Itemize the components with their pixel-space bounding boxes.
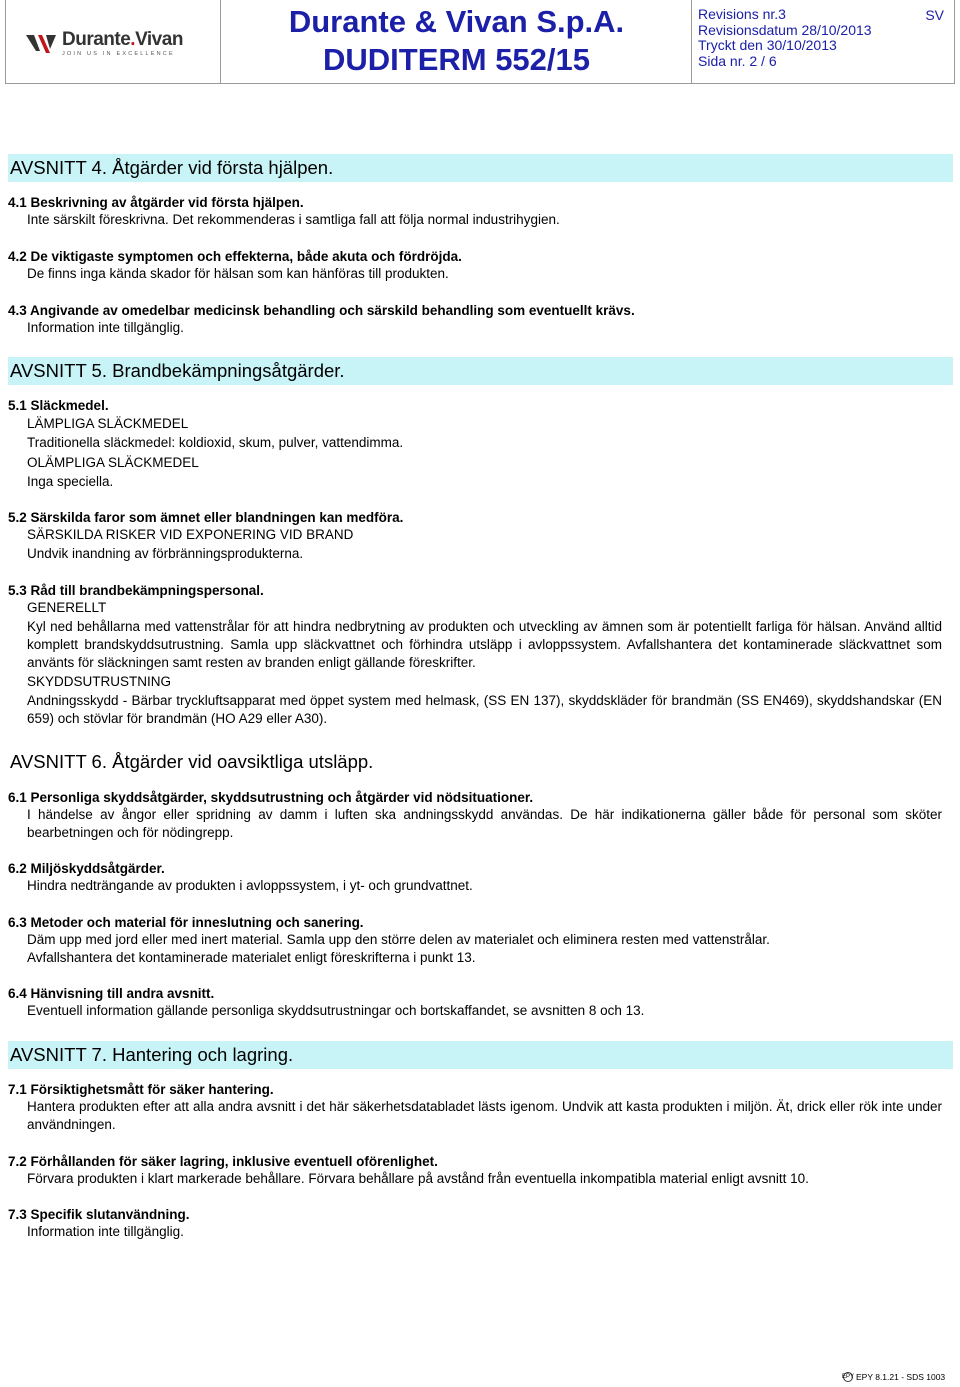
section-6-2-title: 6.2 Miljöskyddsåtgärder. [8,861,165,876]
page-number: Sida nr. 2 / 6 [698,52,777,69]
section-4-1-title: 4.1 Beskrivning av åtgärder vid första hjälpen. [8,195,304,210]
section-7-2-title: 7.2 Förhållanden för säker lagring, inklusive eventuell oförenlighet. [8,1154,438,1169]
section-5-1-title: 5.1 Släckmedel. [8,398,109,413]
epy-logo-icon: EPY [842,1374,855,1380]
section-5-3-line-1: GENERELLT [27,600,107,615]
company-logo [24,30,183,58]
product-name: DUDITERM 552/15 [322,42,591,77]
section-5-2-line-2: Undvik inandning av förbränningsprodukterna. [27,546,304,561]
section-7-3-text: Information inte tillgänglig. [27,1224,184,1239]
logo-name: Durante.Vivan [62,29,183,50]
section-6-2-text: Hindra nedträngande av produkten i avloppssystem, i yt- och grundvattnet. [27,878,473,893]
logo-tagline: JOIN US IN EXCELLENCE [62,51,175,57]
section-7-2-text: Förvara produkten i klart markerade behållare. Förvara behållare på avstånd från eventuella inkompatibla material enligt avsnitt 10. [27,1171,809,1186]
section-5-2-line-1: SÄRSKILDA RISKER VID EXPONERING VID BRAND [27,527,354,542]
section-4-2-text: De finns inga kända skador för hälsan som kan hänföras till produkten. [27,266,449,281]
document-footer [843,1372,945,1382]
print-date: Tryckt den 30/10/2013 [698,37,837,53]
section-7-title: AVSNITT 7. Hantering och lagring. [8,1041,953,1069]
section-6-3-line-2: Avfallshantera det kontaminerade materialet enligt föreskrifterna i punkt 13. [27,950,476,965]
section-4-title: AVSNITT 4. Åtgärder vid första hjälpen. [8,154,953,182]
section-5-1-line-4: Inga speciella. [27,474,114,489]
section-4-3-text: Information inte tillgänglig. [27,320,184,335]
section-7-1-title: 7.1 Försiktighetsmått för säker hantering. [8,1082,274,1097]
section-4-3-title: 4.3 Angivande av omedelbar medicinsk behandling och särskild behandling som eventuellt krävs. [8,303,635,318]
section-5-3-title: 5.3 Råd till brandbekämpningspersonal. [8,583,264,598]
company-name: Durante & Vivan S.p.A. [288,4,625,39]
section-5-3-line-2: Kyl ned behållarna med vattenstrålar för att hindra nedbrytning av produkten och utveckling av ämnen som är potentiellt farliga för hälsan. Använd alltid komplett brandskyddsutrustning. Samla upp släckvattnet och förhindra utsläpp i avloppssystem. Avfallshantera det kontaminerade släckvattnet som använts för släckningen samt resten av branden enligt gällande föreskrifter. [27,619,942,670]
section-5-1-line-1: LÄMPLIGA SLÄCKMEDEL [27,416,189,431]
section-7-1-text: Hantera produkten efter att alla andra avsnitt i det här säkerhetsdatabladet lästs igenom. Undvik att kasta produkten i miljön. Ät, drick eller rök inte under användningen. [27,1099,942,1132]
section-6-3-title: 6.3 Metoder och material för inneslutning och sanering. [8,915,364,930]
section-5-2-title: 5.2 Särskilda faror som ämnet eller blandningen kan medföra. [8,510,404,525]
section-6-4-title: 6.4 Hänvisning till andra avsnitt. [8,986,215,1001]
revision-number: Revisions nr.3 [698,6,786,22]
section-5-3-line-3: SKYDDSUTRUSTNING [27,674,172,689]
footer-code: EPY 8.1.21 - SDS 1003 [856,1372,946,1382]
section-5-3-line-4: Andningsskydd - Bärbar tryckluftsapparat med öppet system med helmask, (SS EN 137), skyddskläder för brandmän (SS EN469), skyddshandskar (EN 659) och stövlar för brandmän (HO A29 eller A30). [27,693,942,726]
section-6-title: AVSNITT 6. Åtgärder vid oavsiktliga utsläpp. [10,751,374,772]
section-6-4-text: Eventuell information gällande personliga skyddsutrustningar och bortskaffandet, se avsnitten 8 och 13. [27,1003,645,1018]
document-header [5,0,955,84]
section-6-1-text: I händelse av ångor eller spridning av damm i luften ska andningsskydd användas. De här indikationerna gäller både för personal som sköter bearbetningen och för nödingrepp. [27,807,942,840]
section-6-1-title: 6.1 Personliga skyddsåtgärder, skyddsutrustning och åtgärder vid nödsituationer. [8,790,534,805]
title-cell [222,0,692,83]
revision-date: Revisionsdatum 28/10/2013 [698,21,872,38]
logo-cell [6,0,221,83]
section-5-title: AVSNITT 5. Brandbekämpningsåtgärder. [8,357,953,385]
section-7-3-title: 7.3 Specifik slutanvändning. [8,1207,190,1222]
logo-mark-icon [24,31,58,57]
revision-info [698,7,898,69]
section-4-2-title: 4.2 De viktigaste symptomen och effekterna, både akuta och fördröjda. [8,249,462,264]
section-5-1-line-3: OLÄMPLIGA SLÄCKMEDEL [27,455,199,470]
section-6-3-line-1: Däm upp med jord eller med inert material. Samla upp den större delen av materialet och eliminera resten med vattenstrålar. [27,932,770,947]
section-4-1-text: Inte särskilt föreskrivna. Det rekommenderas i samtliga fall att följa normal industrihygien. [27,212,560,227]
language-code: SV [925,7,944,23]
section-5-1-line-2: Traditionella släckmedel: koldioxid, skum, pulver, vattendimma. [27,435,404,450]
